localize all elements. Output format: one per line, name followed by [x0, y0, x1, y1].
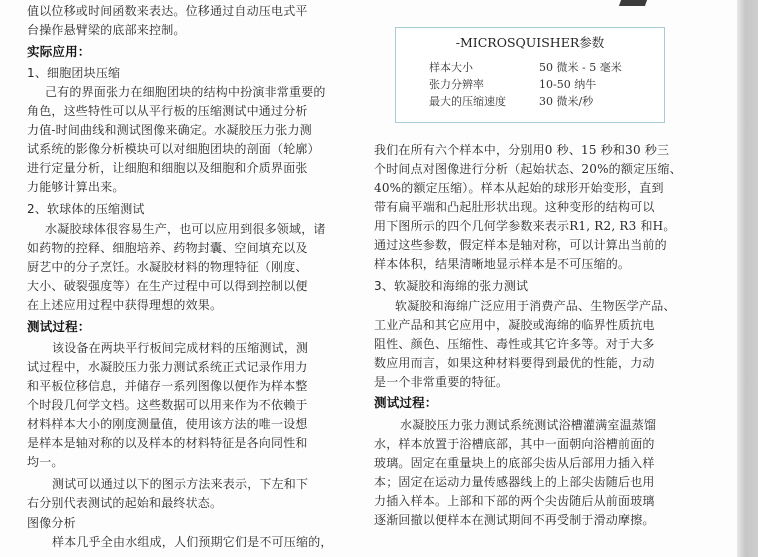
sponge-paragraph-line: 数应用而言，如果这种材料要得到最优的性能，力动	[374, 356, 655, 370]
right-paragraph-line: 用下图所示的四个几何学参数来表示R1, R2, R3 和H。	[374, 219, 676, 233]
process-paragraph-line: 材料样本大小的刚度测量值，使用该方法的唯一设想	[27, 417, 308, 431]
sponge-paragraph-line: 是一个非常重要的特征。	[374, 375, 509, 389]
process-paragraph-line: 是样本是轴对称的以及样本的材料特征是各向同性和	[27, 436, 308, 450]
spec-value: 50 微米 - 5 毫米	[539, 61, 622, 74]
process-paragraph-line: 个时段几何学文档。这些数据可以用来作为不依赖于	[27, 398, 308, 412]
sponge-paragraph-line: 阻性、颜色、压缩性、毒性或其它许多等。对于大多	[374, 337, 655, 351]
right-paragraph-line: 带有扁平端和凸起肚形状出现。这种变形的结构可以	[374, 200, 655, 214]
method-paragraph-line: 右分别代表测试的起始和最终状态。	[27, 496, 223, 510]
right-process-line: 玻璃。固定在重量块上的底部尖齿从后部用力插入样	[374, 456, 655, 470]
image-paragraph-line: 样本几乎全由水组成，人们预期它们是不可压缩的，	[52, 535, 333, 549]
applications-heading: 实际应用：	[27, 44, 91, 59]
right-paragraph-line: 我们在所有六个样本中，分别用0 秒、15 秒和30 秒三	[374, 143, 670, 157]
image-analysis-heading: 图像分析	[27, 516, 76, 530]
cell-paragraph-line: 试系统的影像分析模块可以对细胞团块的剖面（轮廓）	[27, 142, 320, 156]
gel-heading: 2、软球体的压缩测试	[27, 202, 145, 216]
right-paragraph-line: 通过这些参数，假定样本是轴对称，可以计算出当前的	[374, 238, 667, 252]
right-paragraph-line: 样本体积，结果清晰地显示样本是不可压缩的。	[374, 257, 631, 271]
method-paragraph-line: 测试可以通过以下的图示方法来表示，下左和下	[52, 477, 309, 491]
spec-label: 最大的压缩速度	[429, 95, 506, 108]
intro-line: 台操作悬臂梁的底部来控制。	[27, 23, 186, 37]
process-heading: 测试过程：	[27, 319, 91, 334]
spec-label: 样本大小	[429, 61, 473, 74]
sponge-heading: 3、软凝胶和海绵的张力测试	[374, 279, 529, 293]
spec-value: 10-50 纳牛	[539, 78, 597, 91]
right-process-line: 本；固定在运动力量传感器线上的上部尖齿随后也用	[374, 475, 655, 489]
spec-label: 张力分辨率	[429, 78, 484, 91]
cell-paragraph-line: 己有的界面张力在细胞团块的结构中扮演非常重要的	[45, 85, 326, 99]
cell-paragraph-line: 进行定量分析，让细胞和细胞以及细胞和介质界面张	[27, 161, 308, 175]
device-image-fragment	[619, 0, 647, 6]
intro-line: 值以位移或时间函数来表达。位移通过自动压电式平	[27, 4, 308, 18]
right-process-heading: 测试过程：	[374, 395, 438, 410]
sponge-paragraph-line: 工业产品和其它应用中，凝胶或海绵的临界性质抗电	[374, 318, 655, 332]
process-paragraph-line: 试过程中，水凝胶压力张力测试系统正式记录作用力	[27, 360, 308, 374]
spec-box	[395, 27, 665, 123]
spec-box-title: -MICROSQUISHER参数	[455, 35, 605, 50]
process-paragraph-line: 均一。	[27, 455, 64, 469]
gel-paragraph-line: 如药物的控释、细胞培养、药物封囊、空间填充以及	[27, 241, 308, 255]
process-paragraph-line: 和平板位移信息，并储存一系列图像以便作为样本整	[27, 379, 308, 393]
right-paragraph-line: 40%的额定压缩）。样本从起始的球形开始变形，直到	[374, 181, 664, 195]
gel-paragraph-line: 厨艺中的分子烹饪。水凝胶材料的物理特征（刚度、	[27, 260, 308, 274]
cell-paragraph-line: 力能够计算出来。	[27, 180, 125, 194]
cell-paragraph-line: 角色，这些特性可以从平行板的压缩测试中通过分析	[27, 104, 308, 118]
right-process-line: 力插入样本。上部和下部的两个尖齿随后从前面玻璃	[374, 494, 655, 508]
spec-value: 30 微米/秒	[539, 95, 594, 108]
gel-paragraph-line: 在上述应用过程中获得理想的效果。	[27, 298, 223, 312]
cell-heading: 1、细胞团块压缩	[27, 66, 121, 80]
right-process-line: 水凝胶压力张力测试系统测试浴槽灌满室温蒸馏	[400, 418, 657, 432]
right-process-line: 逐渐回撤以便样本在测试期间不再受制于滑动摩擦。	[374, 513, 655, 527]
gel-paragraph-line: 大小、破裂强度等）在生产过程中可以得到控制以便	[27, 279, 308, 293]
gel-paragraph-line: 水凝胶球体很容易生产，也可以应用到很多领域，诸	[45, 222, 326, 236]
right-paragraph-line: 个时间点对图像进行分析（起始状态、20%的额定压缩、	[374, 162, 682, 176]
process-paragraph-line: 该设备在两块平行板间完成材料的压缩测试，测	[52, 341, 309, 355]
sponge-paragraph-line: 软凝胶和海绵广泛应用于消费产品、生物医学产品、	[395, 299, 676, 313]
page-edge-shadow	[737, 0, 758, 557]
cell-paragraph-line: 力值-时间曲线和测试图像来确定。水凝胶压力张力测	[27, 123, 312, 137]
right-process-line: 水，样本放置于浴槽底部，其中一面朝向浴槽前面的	[374, 437, 655, 451]
